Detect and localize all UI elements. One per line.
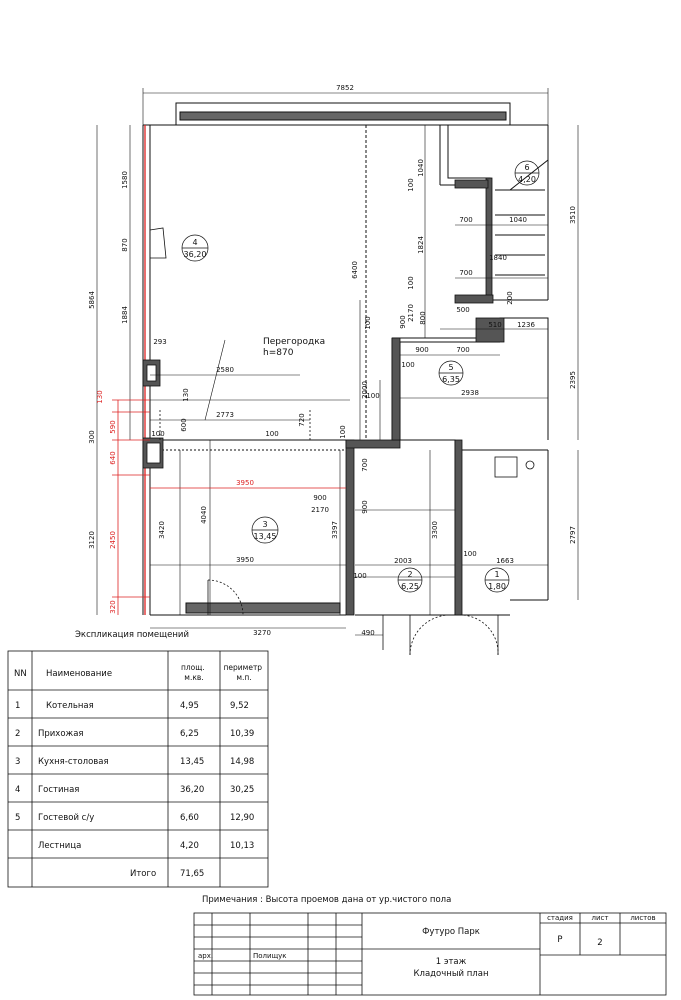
dim-6400: 6400 <box>351 261 359 279</box>
header-name: Наименование <box>46 669 113 679</box>
room-num-1: 1 <box>494 570 500 579</box>
row-perimeter: 9,52 <box>230 701 249 711</box>
stamp-author: Полищук <box>253 952 287 960</box>
dim-100c: 100 <box>339 425 347 439</box>
dim-100h: 100 <box>401 361 415 369</box>
row-area: 36,20 <box>180 785 205 795</box>
row-area: 4,95 <box>180 701 199 711</box>
dim-1663: 1663 <box>496 557 514 565</box>
title-block-text <box>198 914 656 979</box>
stamp-drawing: Кладочный план <box>413 969 489 979</box>
dim-900d: 900 <box>399 315 407 329</box>
stamp-stage: Р <box>557 935 563 945</box>
dim-3397: 3397 <box>331 521 339 539</box>
stamp-project: Футуро Парк <box>422 927 480 937</box>
dim-100i: 100 <box>407 178 415 192</box>
room-marker-5 <box>439 361 463 385</box>
room-num-3: 3 <box>262 520 268 529</box>
total-label: Итого <box>130 869 157 879</box>
dim-2938: 2938 <box>461 389 479 397</box>
dim-3950: 3950 <box>236 556 254 564</box>
dim-3510: 3510 <box>569 206 577 224</box>
row-perimeter: 30,25 <box>230 785 255 795</box>
dim-100b: 100 <box>265 430 279 438</box>
room-num-2: 2 <box>407 570 413 579</box>
room-marker-1 <box>485 568 509 592</box>
dim-1040a: 1040 <box>417 159 425 177</box>
dim-2395: 2395 <box>569 371 577 389</box>
dim-1040b: 1040 <box>509 216 527 224</box>
table-row <box>15 813 254 823</box>
stamp-arch-label: арх. <box>198 952 214 960</box>
dim-red-590: 590 <box>109 420 117 434</box>
room-area-3: 13,45 <box>253 532 277 541</box>
dim-3420: 3420 <box>158 521 166 539</box>
room-num-4: 4 <box>192 238 198 247</box>
room-num-5: 5 <box>448 363 454 372</box>
dim-left-1884: 1884 <box>121 306 129 324</box>
stamp-sheet: 2 <box>597 938 603 948</box>
stamp-sheet-label: лист <box>591 914 609 922</box>
dim-1840: 1840 <box>489 254 507 262</box>
dimension-labels <box>88 84 577 637</box>
row-perimeter: 10,13 <box>230 841 255 851</box>
room-markers <box>182 161 539 592</box>
table-row <box>15 729 254 739</box>
row-num: 1 <box>15 701 21 711</box>
row-area: 6,60 <box>180 813 199 823</box>
dim-1824: 1824 <box>417 236 425 254</box>
dim-2000: 2000 <box>361 381 369 399</box>
table-row <box>15 785 254 795</box>
room-marker-6 <box>515 161 539 185</box>
row-name: Гостевой с/у <box>38 813 95 823</box>
dim-293: 293 <box>153 338 167 346</box>
header-perimeter <box>224 663 265 682</box>
header-area-line1: площ. <box>180 663 205 672</box>
dim-100g: 100 <box>366 392 380 400</box>
stamp-floor: 1 этаж <box>435 957 467 967</box>
header-area-line2: м.кв. <box>184 673 204 682</box>
dim-4040: 4040 <box>200 506 208 524</box>
dim-100f: 100 <box>364 316 372 330</box>
row-perimeter: 10,39 <box>230 729 255 739</box>
table-row <box>15 701 249 711</box>
dim-red-320: 320 <box>109 600 117 614</box>
dim-top: 7852 <box>336 84 354 92</box>
dim-2170b: 2170 <box>407 304 415 322</box>
dim-2797: 2797 <box>569 526 577 544</box>
room-area-5: 6,35 <box>442 375 460 384</box>
header-area <box>181 663 207 682</box>
room-area-6: 4,20 <box>518 175 536 184</box>
dim-700b: 700 <box>456 346 470 354</box>
dim-720: 720 <box>298 413 306 427</box>
room-num-6: 6 <box>524 163 530 172</box>
row-area: 4,20 <box>180 841 199 851</box>
dimension-lines <box>97 88 578 635</box>
dim-2773: 2773 <box>216 411 234 419</box>
dim-900c: 900 <box>415 346 429 354</box>
header-perimeter-line2: м.п. <box>236 673 252 682</box>
dim-900b: 900 <box>361 500 369 514</box>
table-row <box>38 841 254 851</box>
dim-130: 130 <box>182 388 190 402</box>
dim-1236: 1236 <box>517 321 535 329</box>
explication-table-text <box>14 663 264 879</box>
dim-2170a: 2170 <box>311 506 329 514</box>
dim-left-300: 300 <box>88 430 96 444</box>
explication-title: Экспликация помещений <box>75 630 189 640</box>
dim-600: 600 <box>180 418 188 432</box>
table-row <box>15 757 254 767</box>
dim-510: 510 <box>488 321 502 329</box>
row-perimeter: 14,98 <box>230 757 255 767</box>
dim-700d: 700 <box>459 269 473 277</box>
dim-700a: 700 <box>361 458 369 472</box>
dim-red-2450: 2450 <box>109 531 117 549</box>
stamp-stage-label: стадия <box>547 914 573 922</box>
stamp-sheets-label: листов <box>630 914 656 922</box>
dim-red-130: 130 <box>96 390 104 404</box>
row-area: 6,25 <box>180 729 199 739</box>
partition-label: Перегородка <box>263 337 326 347</box>
dim-left-870: 870 <box>121 238 129 252</box>
row-perimeter: 12,90 <box>230 813 255 823</box>
row-num: 2 <box>15 729 21 739</box>
dim-100j: 100 <box>407 276 415 290</box>
row-area: 13,45 <box>180 757 205 767</box>
row-name: Гостиная <box>38 785 80 795</box>
room-area-1: 1,80 <box>488 582 506 591</box>
room-area-4: 36,20 <box>183 250 207 259</box>
dim-100a: 100 <box>151 430 165 438</box>
note-text: Примечания : Высота проемов дана от ур.чистого пола <box>202 895 452 905</box>
bottom-window <box>186 603 340 613</box>
row-num: 3 <box>15 757 21 767</box>
top-window-glass <box>180 112 506 120</box>
room-area-2: 6,25 <box>401 582 419 591</box>
room-marker-4 <box>182 235 208 261</box>
dim-800: 800 <box>419 311 427 325</box>
dim-2003: 2003 <box>394 557 412 565</box>
total-value: 71,65 <box>180 869 205 879</box>
dim-200: 200 <box>506 291 514 305</box>
dim-100e: 100 <box>463 550 477 558</box>
header-nn: NN <box>14 669 27 679</box>
header-perimeter-line1: периметр <box>223 663 263 672</box>
row-name: Прихожая <box>38 729 84 739</box>
dim-red-640: 640 <box>109 451 117 465</box>
dim-3270: 3270 <box>253 629 271 637</box>
dim-red-3950: 3950 <box>236 479 254 487</box>
dim-500: 500 <box>456 306 470 314</box>
row-num: 5 <box>15 813 21 823</box>
partition-height: h=870 <box>263 348 294 358</box>
row-name: Котельная <box>46 701 94 711</box>
dim-900a: 900 <box>313 494 327 502</box>
room-marker-2 <box>398 568 422 592</box>
row-num: 4 <box>15 785 21 795</box>
dim-left-1580: 1580 <box>121 171 129 189</box>
row-name: Кухня-столовая <box>38 757 109 767</box>
dim-490: 490 <box>361 629 375 637</box>
dim-left-total: 5864 <box>88 291 96 309</box>
row-name: Лестница <box>38 841 82 851</box>
dim-2580: 2580 <box>216 366 234 374</box>
dim-3300: 3300 <box>431 521 439 539</box>
explication-table <box>8 651 268 887</box>
dim-700c: 700 <box>459 216 473 224</box>
dim-100d: 100 <box>353 572 367 580</box>
room-marker-3 <box>252 517 278 543</box>
dim-left-3120: 3120 <box>88 531 96 549</box>
